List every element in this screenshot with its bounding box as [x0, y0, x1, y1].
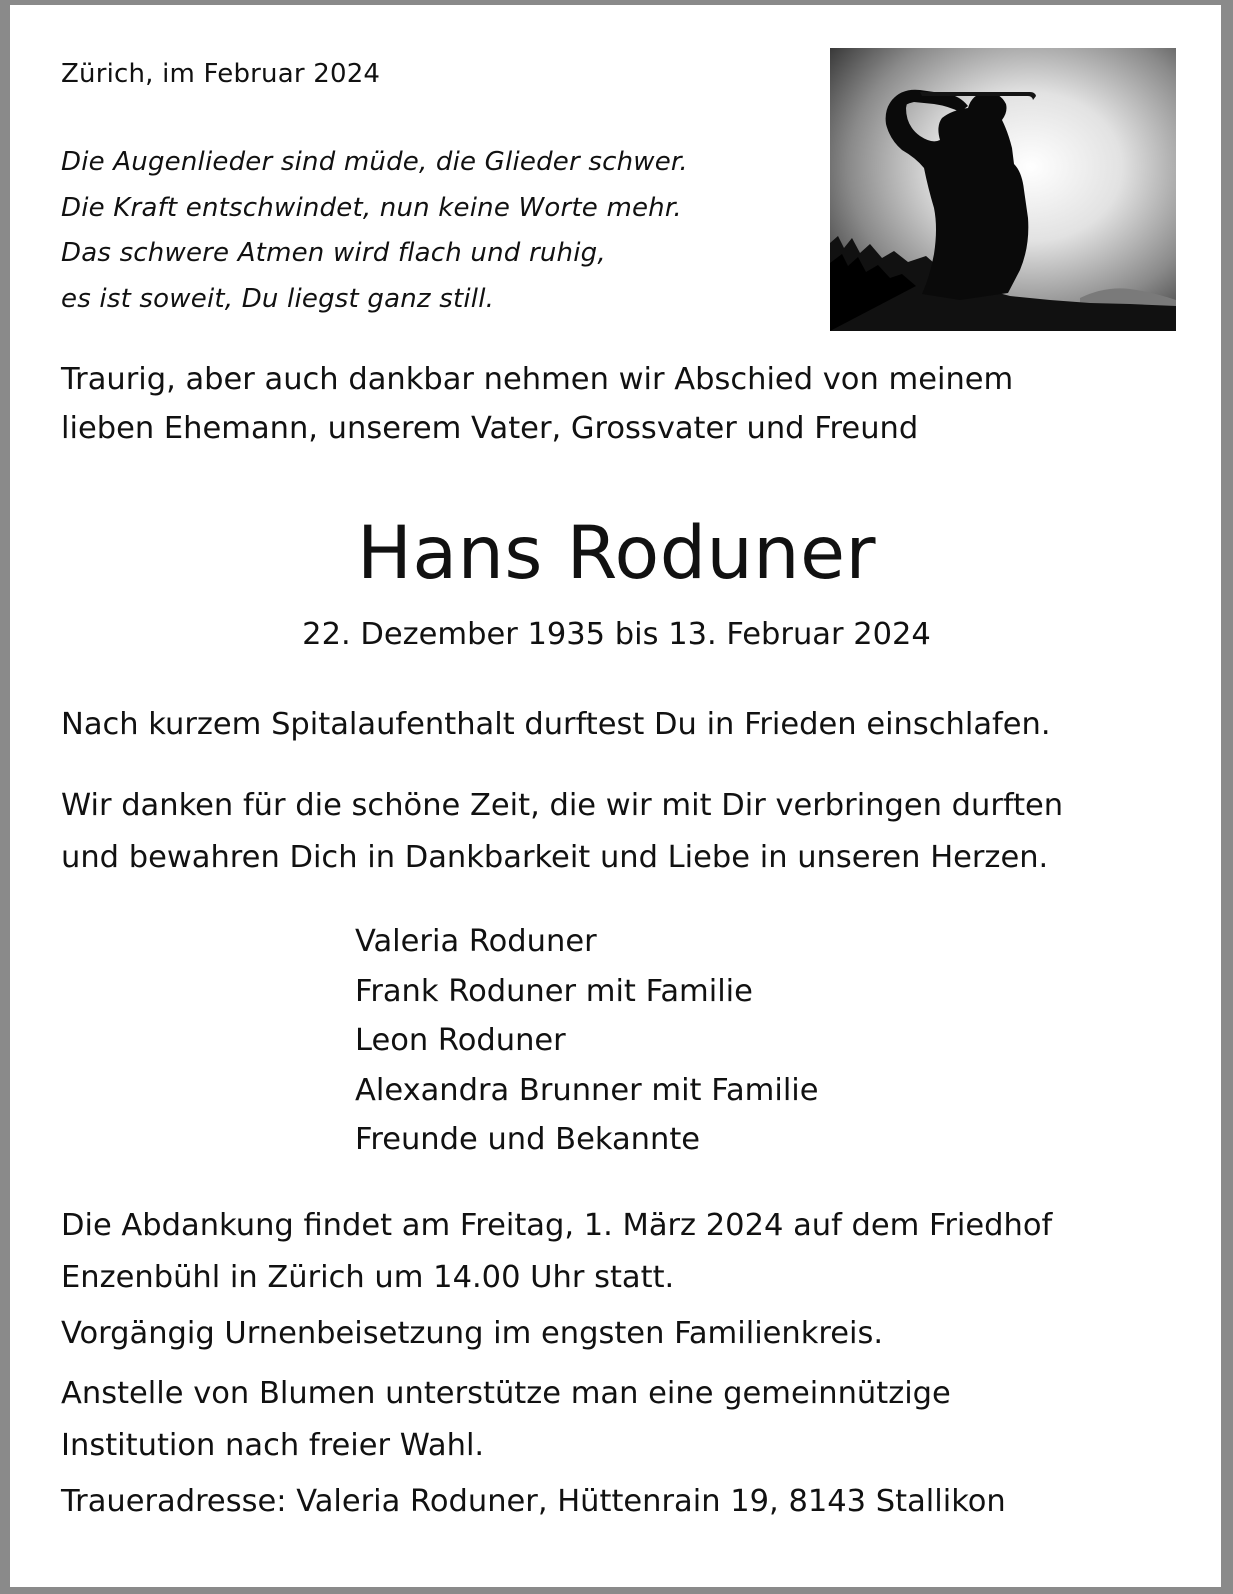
mourner-name: Freunde und Bekannte	[355, 1122, 701, 1157]
flowers-line: Anstelle von Blumen unterstütze man eine gemeinnützige	[61, 1376, 951, 1411]
mourner-name: Frank Roduner mit Familie	[355, 973, 753, 1009]
poem-line: Die Augenlieder sind müde, die Glieder schwer.	[61, 147, 688, 177]
thanks-line: und bewahren Dich in Dankbarkeit und Liebe in unseren Herzen.	[61, 840, 1049, 875]
mourners-list	[355, 917, 819, 1165]
poem-line: es ist soweit, Du liegst ganz still.	[61, 283, 495, 314]
ceremony-line: Die Abdankung findet am Freitag, 1. März 2024 auf dem Friedhof	[61, 1208, 1053, 1243]
poem-line: Das schwere Atmen wird flach und ruhig,	[61, 238, 606, 268]
thanks-message	[61, 780, 1063, 884]
address-line: Traueradresse: Valeria Roduner, Hüttenrain 19, 8143 Stallikon	[61, 1484, 1006, 1519]
golfer-silhouette-icon	[830, 48, 1176, 331]
deceased-name: Hans Roduner	[356, 511, 877, 596]
mourning-address	[61, 1476, 1006, 1528]
poem	[61, 140, 688, 322]
mourner-name: Valeria Roduner	[355, 924, 597, 959]
ceremony-info	[61, 1200, 1052, 1304]
urn-line: Vorgängig Urnenbeisetzung im engsten Familienkreis.	[61, 1316, 884, 1351]
thanks-line: Wir danken für die schöne Zeit, die wir mit Dir verbringen durften	[61, 788, 1064, 823]
passing-line: Nach kurzem Spitalaufenthalt durftest Du in Frieden einschlafen.	[61, 707, 1051, 742]
intro-line: Traurig, aber auch dankbar nehmen wir Abschied von meinem	[61, 362, 1014, 397]
intro-text	[61, 355, 1013, 453]
life-dates: 22. Dezember 1935 bis 13. Februar 2024	[302, 617, 931, 652]
flowers-info	[61, 1368, 951, 1472]
passing-message	[61, 699, 1051, 751]
mourner-name: Alexandra Brunner mit Familie	[355, 1072, 819, 1108]
ceremony-line: Enzenbühl in Zürich um 14.00 Uhr statt.	[61, 1260, 675, 1295]
place-date: Zürich, im Februar 2024	[61, 59, 381, 89]
poem-line: Die Kraft entschwindet, nun keine Worte mehr.	[61, 192, 682, 223]
urn-info	[61, 1308, 883, 1360]
mourner-name: Leon Roduner	[355, 1023, 566, 1058]
intro-line: lieben Ehemann, unserem Vater, Grossvater und Freund	[61, 411, 919, 446]
golfer-silhouette-photo	[830, 48, 1176, 331]
flowers-line: Institution nach freier Wahl.	[61, 1428, 485, 1463]
